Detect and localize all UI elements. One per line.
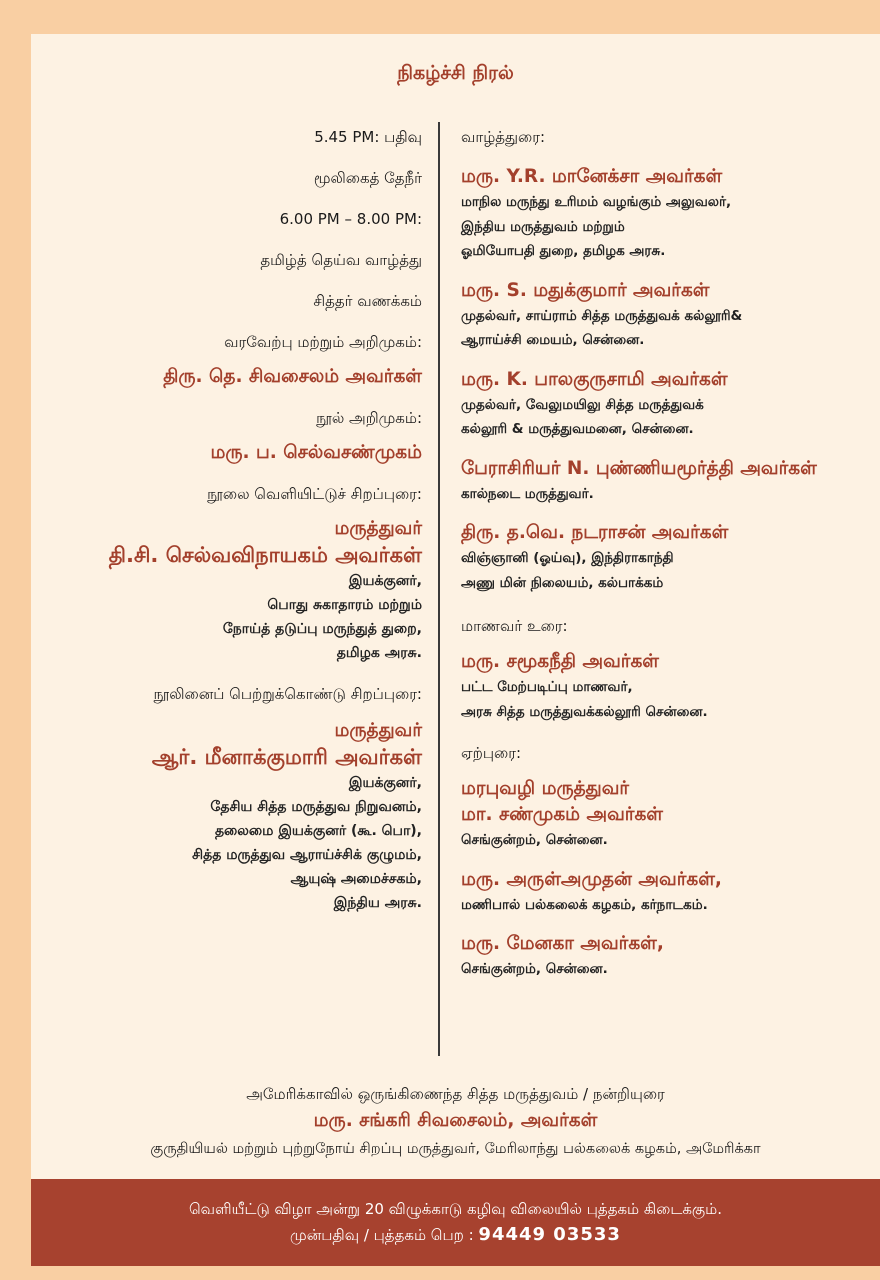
release-speaker-designation: இயக்குனர், பொது சுகாதாரம் மற்றும் நோய்த் தடுப்பு மருந்துத் துறை, தமிழக அரசு. <box>222 573 422 661</box>
acceptance-speaker-3: மரு. மேனகா அவர்கள், செங்குன்றம், சென்னை. <box>461 931 876 982</box>
acceptance-speaker-1: மரபுவழி மருத்துவர் மா. சண்முகம் அவர்கள் செங்குன்றம், சென்னை. <box>461 776 876 853</box>
booking-line <box>31 1221 880 1249</box>
greeting-speaker-2: மரு. S. மதுக்குமார் அவர்கள் முதல்வர், சாய்ராம் சித்த மருத்துவக் கல்லூரி& ஆராய்ச்சி மையம், சென்னை. <box>461 278 876 353</box>
speaker-name: மரு. K. பாலகுருசாமி அவர்கள் <box>461 368 728 390</box>
speaker-name: மரு. S. மதுக்குமார் அவர்கள் <box>461 279 710 301</box>
booking-label: முன்பதிவு / புத்தகம் பெற : <box>290 1226 479 1244</box>
closing-label: அமேரிக்காவில் ஒருங்கிணைந்த சித்த மருத்துவம் / நன்றியுரை <box>246 1085 665 1103</box>
closing-speaker: மரு. சங்கரி சிவசைலம், அவர்கள் <box>313 1110 598 1131</box>
speaker-name: திரு. த.வெ. நடராசன் அவர்கள் <box>461 522 729 543</box>
herbal-tea: மூலிகைத் தேநீர் <box>313 169 422 187</box>
speaker-name: மரு. Y.R. மானேக்சா அவர்கள் <box>461 166 723 187</box>
welcome-label: வரவேற்பு மற்றும் அறிமுகம்: <box>224 333 422 351</box>
speaker-name: பேராசிரியர் N. புண்ணியமூர்த்தி அவர்கள் <box>461 457 817 479</box>
receive-speaker-designation: இயக்குனர், தேசிய சித்த மருத்துவ நிறுவனம், தலைமை இயக்குனர் (கூ. பொ), சித்த மருத்துவ ஆராய்ச்சிக் குழுமம், ஆயுஷ் அமைச்சகம், இந்திய அரசு. <box>192 775 422 911</box>
greeting-speaker-3: மரு. K. பாலகுருசாமி அவர்கள் முதல்வர், வேலுமயிலு சித்த மருத்துவக் கல்லூரி & மருத்துவமனை, சென்னை. <box>461 367 876 442</box>
student-label: மாணவர் உரை: <box>461 617 568 635</box>
release-speaker-prefix: மருத்துவர் <box>334 518 422 539</box>
page-title: நிகழ்ச்சி நிரல் <box>397 62 514 84</box>
greeting-speaker-1: மரு. Y.R. மானேக்சா அவர்கள் மாநில மருந்து உரிமம் வழங்கும் அலுவலர், இந்திய மருத்துவம் மற்றும் ஓமியோபதி துறை, தமிழக அரசு. <box>461 164 876 264</box>
speaker-name: மரு. சமூகநீதி அவர்கள் <box>461 651 659 672</box>
book-intro-speaker: மரு. ப. செல்வசண்முகம் <box>210 442 422 463</box>
acceptance-label: ஏற்புரை: <box>461 744 522 762</box>
phone-number[interactable]: 94449 03533 <box>478 1224 621 1245</box>
booking-banner <box>31 1179 880 1266</box>
release-label: நூலை வெளியிட்டுச் சிறப்புரை: <box>207 485 422 503</box>
release-speaker-name: தி.சி. செல்வவிநாயகம் அவர்கள் <box>108 543 422 567</box>
right-column <box>461 126 876 996</box>
greeting-speaker-4: பேராசிரியர் N. புண்ணியமூர்த்தி அவர்கள் கால்நடை மருத்துவர். <box>461 456 876 507</box>
speaker-name: மா. சண்முகம் அவர்கள் <box>461 804 663 825</box>
speaker-name: மரு. அருள்அமுதன் அவர்கள், <box>461 868 722 890</box>
closing-section <box>31 1082 880 1162</box>
discount-notice: வெளியீட்டு விழா அன்று 20 விழுக்காடு கழிவு விலையில் புத்தகம் கிடைக்கும். <box>188 1200 722 1218</box>
book-intro-label: நூல் அறிமுகம்: <box>316 409 422 427</box>
invitation-card <box>31 34 880 1246</box>
left-column <box>2 126 422 915</box>
siddhar-salutation: சித்தர் வணக்கம் <box>313 292 422 310</box>
greeting-speaker-5: திரு. த.வெ. நடராசன் அவர்கள் விஞ்ஞானி (ஓய்வு), இந்திராகாந்தி அணு மின் நிலையம், கல்பாக்கம் <box>461 520 876 595</box>
receive-speaker-name: ஆர். மீனாக்குமாரி அவர்கள் <box>151 745 422 769</box>
student-speaker: மரு. சமூகநீதி அவர்கள் பட்ட மேற்படிப்பு மாணவர், அரசு சித்த மருத்துவக்கல்லூரி சென்னை. <box>461 649 876 724</box>
receive-label: நூலினைப் பெற்றுக்கொண்டு சிறப்புரை: <box>153 685 422 703</box>
closing-speaker-designation: குருதியியல் மற்றும் புற்றுநோய் சிறப்பு மருத்துவர், மேரிலாந்து பல்கலைக் கழகம், அமேரிக்கா <box>150 1141 761 1157</box>
receive-speaker-prefix: மருத்துவர் <box>334 720 422 741</box>
column-divider <box>438 122 440 1056</box>
greetings-label: வாழ்த்துரை: <box>461 128 546 146</box>
registration-time: 5.45 PM: பதிவு <box>314 128 422 146</box>
acceptance-speaker-2: மரு. அருள்அமுதன் அவர்கள், மணிபால் பல்கலைக் கழகம், கர்நாடகம். <box>461 867 876 918</box>
speaker-name: மரு. மேனகா அவர்கள், <box>461 933 664 954</box>
welcome-speaker: திரு. தெ. சிவசைலம் அவர்கள் <box>163 366 422 387</box>
event-time: 6.00 PM – 8.00 PM: <box>279 210 422 228</box>
tamil-anthem: தமிழ்த் தெய்வ வாழ்த்து <box>260 251 422 269</box>
